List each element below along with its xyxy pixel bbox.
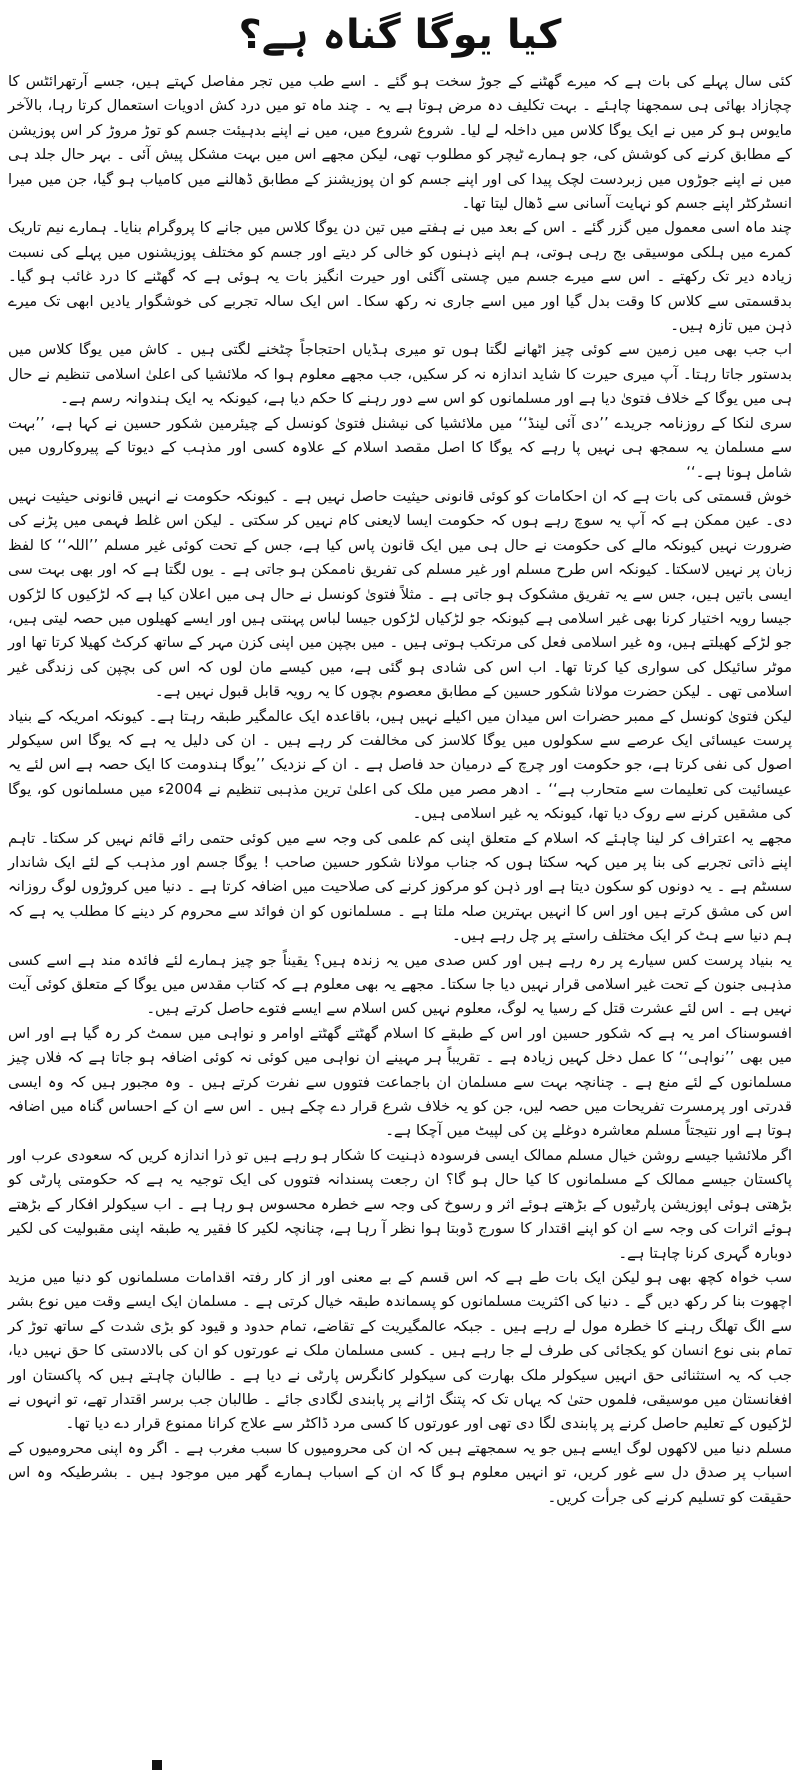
article-paragraph: لیکن فتویٰ کونسل کے ممبر حضرات اس میدان میں اکیلے نہیں ہیں، باقاعدہ ایک عالمگیر طبقہ رہتا ہے۔ کیونکہ امریکہ کے بنیاد پرست عیسائی ایک عرصے سے سکولوں میں یوگا کلاسز کی مخالفت کر رہے ہیں ۔ ان کی دلیل یہ ہے کہ یوگا اس سیکولر اصول کی نفی کرتا ہے، جو حکومت اور چرچ کے درمیان حد فاصل ہے ۔ ان کے نزدیک ’’یوگا ہندومت کا ایک حصہ ہے اس لئے یہ عیسائیت کی تعلیمات سے متحارب ہے‘‘ ۔ ادھر مصر میں ملک کی اعلیٰ ترین مذہبی تنظیم نے 2004ء میں مسلمانوں کو، یوگا کی مشقیں کرنے سے روک دیا تھا، کیونکہ یہ غیر اسلامی ہیں۔: [8, 707, 792, 823]
article-paragraph: اگر ملائشیا جیسے روشن خیال مسلم ممالک ایسی فرسودہ ذہنیت کا شکار ہو رہے ہیں تو ذرا اندازہ کریں کہ سعودی عرب اور پاکستان جیسے ممالک کے مسلمانوں کا کیا حال ہو گا؟ ان رجعت پسندانہ فتووں کی ایک توجیہ یہ ہے کہ حکومتی پارٹی کو بڑھتی ہوئی اپوزیشن پارٹیوں کے بڑھتے ہوئے اثر و رسوخ کی وجہ سے خطرہ محسوس ہو رہا ہے ۔ اب سیکولر افکار کے بڑھتے ہوئے اثرات کی وجہ سے ان کو اپنے اقتدار کا سورج ڈوبتا ہوا نظر آ رہا ہے، چنانچہ لکیر کا فقیر یہ طبقہ اپنی مقبولیت کی لکیر دوبارہ گہری کرنا چاہتا ہے۔: [8, 1146, 792, 1262]
end-of-article-mark: [152, 1760, 162, 1770]
article-paragraph: یہ بنیاد پرست کس سیارے پر رہ رہے ہیں اور کس صدی میں یہ زندہ ہیں؟ یقیناً جو چیز ہمارے لئے فائدہ مند ہے اسے کسی مذہبی جنون کے تحت غیر اسلامی قرار نہیں دیا جا سکتا۔ مجھے یہ بھی معلوم ہے کہ کتاب مقدس میں یوگا کے متعلق کوئی آیت نہیں ہے ۔ اس لئے عشرت قتل کے رسیا یہ لوگ، معلوم نہیں کس اسلام سے ایسے فتوے حاصل کرتے ہیں۔: [8, 951, 792, 1018]
article-paragraph: کئی سال پہلے کی بات ہے کہ میرے گھٹنے کے جوڑ سخت ہو گئے ۔ اسے طب میں تجر مفاصل کہتے ہیں، جسے آرتھرائٹس کا چچازاد بھائی ہی سمجھنا چاہئے ۔ بہت تکلیف دہ مرض ہوتا ہے یہ ۔ چند ماہ تو میں درد کش ادویات استعمال کرتا رہا، بالآخر مایوس ہو کر میں نے ایک یوگا کلاس میں داخلہ لے لیا۔ شروع شروع میں، میں نے اپنے بدہیئت جسم کو توڑ مروڑ کر اس پوزیشن کے مطابق کرنے کی کوشش کی، جو ہمارے ٹیچر کو مطلوب تھی، لیکن مجھے اس میں بہت مشکل پیش آئی ۔ بہر حال جلد ہی میں نے اپنے جوڑوں میں زبردست لچک پیدا کی اور اپنے جسم کو ان پوزیشنز کے مطابق ڈھالنے میں کامیاب ہو گیا، جن میں میرا انسٹرکٹر اپنے جسم کو نہایت آسانی سے ڈھال لیتا تھا۔: [8, 73, 792, 213]
article-paragraph: اب جب بھی میں زمین سے کوئی چیز اٹھانے لگتا ہوں تو میری ہڈیاں احتجاجاً چٹخنے لگتی ہیں ۔ کاش میں یوگا کلاس میں بدستور جاتا رہتا۔ آپ میری حیرت کا شاید اندازہ نہ کر سکیں، جب مجھے معلوم ہوا کہ ملائشیا کی اعلیٰ اسلامی تنظیم نے حال ہی میں یوگا کے خلاف فتویٰ دیا ہے اور مسلمانوں کو اس سے دور رہنے کا حکم دیا ہے، کیونکہ یہ ایک ہندوانہ رسم ہے۔: [8, 341, 792, 408]
article-paragraph: سب خواہ کچھ بھی ہو لیکن ایک بات طے ہے کہ اس قسم کے بے معنی اور از کار رفتہ اقدامات مسلمانوں کو دنیا میں مزید اچھوت بنا کر رکھ دیں گے ۔ دنیا کی اکثریت مسلمانوں کو پسماندہ طبقہ خیال کرتی ہے ۔ مسلمان ایک ایسے وقت میں نوع بشر سے الگ تھلگ رہنے کا خطرہ مول لے رہے ہیں ۔ جبکہ عالمگیریت کے تقاضے، تمام حدود و قیود کو بڑی شدت کے ساتھ توڑ کر تمام بنی نوع انسان کو یکجائی کی طرف لے جا رہے ہیں ۔ کسی مسلمان ملک نے عورتوں کو ان کی بالادستی کا حق نہیں دیا، جب کہ یہ استثنائی حق انہیں سیکولر ملک بھارت کی سیکولر کانگرس پارٹی نے دیا ہے ۔ طالبان چاہتے ہیں کہ پاکستان اور افغانستان میں موسیقی، فلموں حتیٰ کہ یہاں تک کہ پتنگ اڑانے پر پابندی لگادی جائے ۔ طالبان جب برسر اقتدار تھے، تو انہوں نے لڑکیوں کے تعلیم حاصل کرنے پر پابندی لگا دی تھی اور عورتوں کا کسی مرد ڈاکٹر سے علاج کرانا ممنوع قرار دے دیا تھا۔: [8, 1268, 792, 1433]
article-paragraph: مسلم دنیا میں لاکھوں لوگ ایسے ہیں جو یہ سمجھتے ہیں کہ ان کی محرومیوں کا سبب مغرب ہے ۔ اگر وہ اپنی محرومیوں کے اسباب پر صدق دل سے غور کریں، تو انہیں معلوم ہو گا کہ ان کے اسباب ہمارے گھر میں موجود ہیں ۔ بشرطیکہ وہ اس حقیقت کو تسلیم کرنے کی جرأت کریں۔: [8, 1439, 792, 1506]
article-title: کیا یوگا گناہ ہے؟: [238, 12, 562, 58]
article-paragraph: سری لنکا کے روزنامہ جریدے ’’دی آئی لینڈ‘‘ میں ملائشیا کی نیشنل فتویٰ کونسل کے چیئرمین شکور حسین نے کہا ہے، ’’بہت سے مسلمان یہ سمجھ ہی نہیں پا رہے کہ یوگا کا اصل مقصد اسلام کے علاوہ کسی اور مذہب کے دیوتا کے پیروکاروں میں شامل ہونا ہے۔‘‘: [8, 414, 792, 481]
article-body: [8, 70, 792, 1510]
article-paragraph: خوش قسمتی کی بات ہے کہ ان احکامات کو کوئی قانونی حیثیت حاصل نہیں ہے ۔ کیونکہ حکومت نے انہیں قانونی حیثیت نہیں دی۔ عین ممکن ہے کہ آپ یہ سوچ رہے ہوں کہ حکومت ایسا لایعنی کام نہیں کر سکتی ۔ لیکن اس غلط فہمی میں پڑنے کی ضرورت نہیں کیونکہ مالے کی حکومت نے حال ہی میں ایک قانون پاس کیا ہے، جس کے تحت کوئی غیر مسلم ’’اللہ‘‘ کا لفظ زبان پر نہیں لاسکتا۔ کیونکہ اس طرح مسلم اور غیر مسلم کی تفریق ناممکن ہو جاتی ہے ۔ یوں لگتا ہے کہ اور بھی بہت سی ایسی باتیں ہیں، جس سے یہ تفریق مشکوک ہو جاتی ہے ۔ مثلاً فتویٰ کونسل نے حال ہی میں اعلان کیا ہے کہ لڑکیوں کا لڑکوں جیسا رویہ اختیار کرنا بھی غیر اسلامی ہے کیونکہ جو لڑکیاں لڑکوں جیسا لباس پہنتی ہیں اور ایسے کھیلوں میں حصہ لیتی ہیں، جو لڑکے کھیلتے ہیں، وہ غیر اسلامی فعل کی مرتکب ہوتی ہیں ۔ میں بچپن میں اپنی کزن مہر کے ساتھ کرکٹ کھیلا کرتا تھا اور موٹر سائیکل کی سواری کیا کرتا تھا۔ اب اس کی شادی ہو گئی ہے، میں کیسے مان لوں کہ اس کی بچپن کی زندگی غیر اسلامی تھی ۔ لیکن حضرت مولانا شکور حسین کے مطابق معصوم بچوں کا یہ رویہ قابل قبول نہیں ہے۔: [8, 487, 792, 701]
article-paragraph: افسوسناک امر یہ ہے کہ شکور حسین اور اس کے طبقے کا اسلام گھٹتے گھٹتے اوامر و نواہی میں سمٹ کر رہ گیا ہے اور اس میں بھی ’’نواہی‘‘ کا عمل دخل کہیں زیادہ ہے ۔ تقریباً ہر مہینے ان نواہی میں کوئی نہ کوئی اضافہ ہو جاتا ہے کہ فلاں چیز مسلمانوں کے لئے منع ہے ۔ چنانچہ بہت سے مسلمان ان باجماعت فتووں سے نفرت کرتے ہیں ۔ وہ مجبور ہیں کہ وہ ایسی قدرتی اور پرمسرت تفریحات میں حصہ لیں، جن کو یہ خلاف شرع قرار دے چکے ہیں ۔ اس سے ان کے احساس گناہ میں اضافہ ہوتا ہے اور نتیجتاً مسلم معاشرہ دوغلے پن کی لپیٹ میں آچکا ہے۔: [8, 1024, 792, 1140]
article-paragraph: مجھے یہ اعتراف کر لینا چاہئے کہ اسلام کے متعلق اپنی کم علمی کی وجہ سے میں کوئی حتمی رائے قائم نہیں کر سکتا۔ تاہم اپنے ذاتی تجربے کی بنا پر میں کہہ سکتا ہوں کہ جناب مولانا شکور حسین صاحب ! یوگا جسم اور مذہب کے لئے ایک شاندار سسٹم ہے ۔ یہ دونوں کو سکون دیتا ہے اور ذہن کو مرکوز کرنے کی صلاحیت میں اضافہ کرتا ہے ۔ دنیا میں کروڑوں لوگ روزانہ اس کی مشق کرتے ہیں اور اس کا انہیں بہترین صلہ ملتا ہے ۔ مسلمانوں کو ان فوائد سے محروم کر دینے کا مطلب یہ ہے کہ ہم دنیا سے ہٹ کر ایک مختلف راستے پر چل رہے ہیں۔: [8, 829, 792, 945]
article-paragraph: چند ماہ اسی معمول میں گزر گئے ۔ اس کے بعد میں نے ہفتے میں تین دن یوگا کلاس میں جانے کا پروگرام بنایا۔ ہمارے نیم تاریک کمرے میں ہلکی موسیقی بج رہی ہوتی، ہم اپنے ذہنوں کو خالی کر دیتے اور جسم کو مختلف پوزیشنوں میں پہلے کی نسبت زیادہ دیر تک رکھتے ۔ اس سے میرے جسم میں چستی آگئی اور حیرت انگیز بات یہ ہوئی ہے کہ گھٹنے کا درد غائب ہو گیا۔ بدقسمتی سے کلاس کا وقت بدل گیا اور میں اسے جاری نہ رکھ سکا۔ اس ایک سالہ تجربے کی خوشگوار یادیں ابھی تک میرے ذہن میں تازہ ہیں۔: [8, 219, 792, 335]
